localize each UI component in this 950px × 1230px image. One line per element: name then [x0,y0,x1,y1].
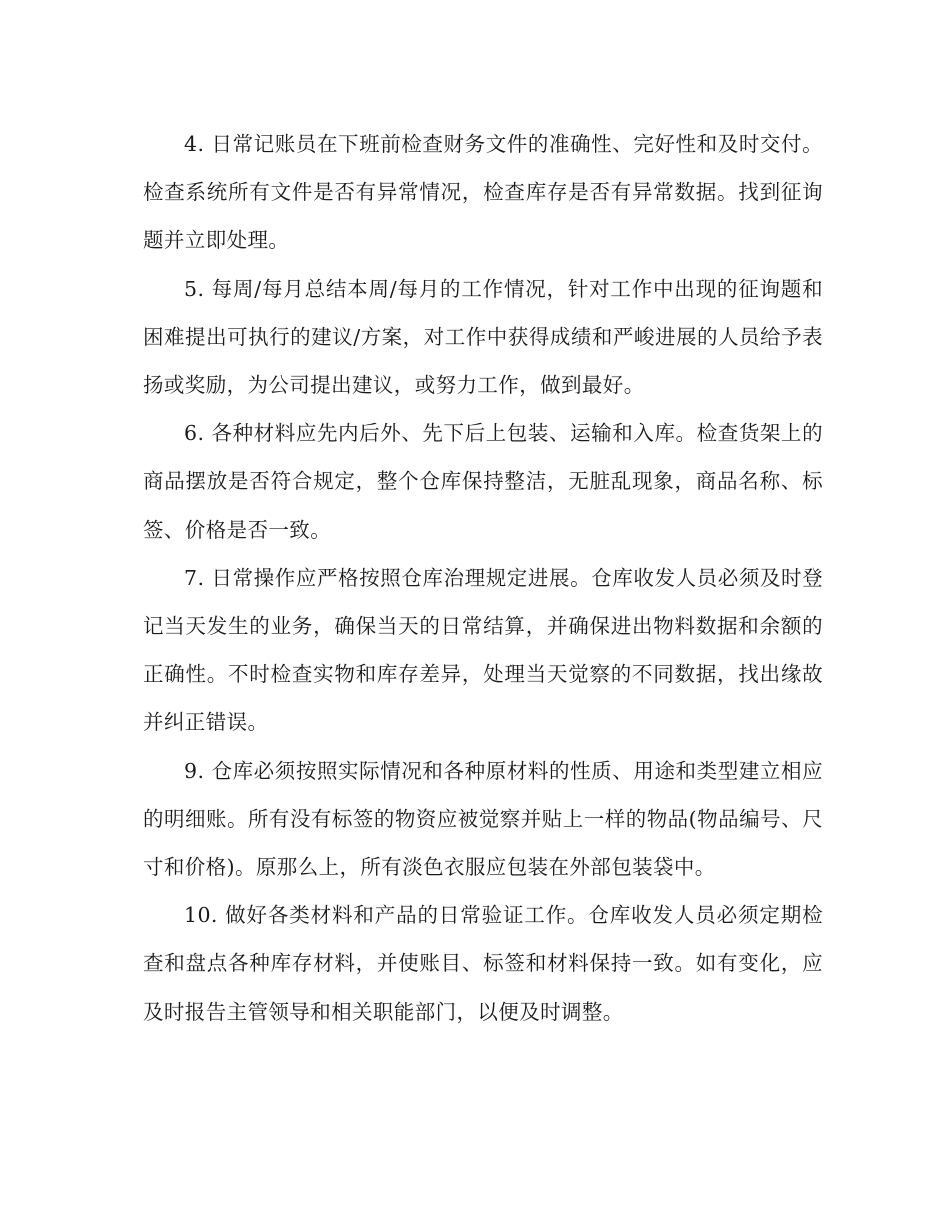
paragraph-item-10: 10. 做好各类材料和产品的日常验证工作。仓库收发人员必须定期检查和盘点各种库存材料，并使账目、标签和材料保持一致。如有变化，应及时报告主管领导和相关职能部门，以便及时调整。 [143,903,823,1024]
paragraph-item-5: 5. 每周/每月总结本周/每月的工作情况，针对工作中出现的征询题和困难提出可执行的建议/方案，对工作中获得成绩和严峻进展的人员给予表扬或奖励，为公司提出建议，或努力工作，做到最好。 [143,276,823,398]
paragraph-item-9: 9. 仓库必须按照实际情况和各种原材料的性质、用途和类型建立相应的明细账。所有没有标签的物资应被觉察并贴上一样的物品(物品编号、尺寸和价格)。原那么上，所有淡色衣服应包装在外部包装袋中。 [143,758,823,880]
paragraph-item-7: 7. 日常操作应严格按照仓库治理规定进展。仓库收发人员必须及时登记当天发生的业务，确保当天的日常结算，并确保进出物料数据和余额的正确性。不时检查实物和库存差异，处理当天觉察的不同数据，找出缘故并纠正错误。 [143,565,823,735]
paragraph-item-4: 4. 日常记账员在下班前检查财务文件的准确性、完好性和及时交付。检查系统所有文件是否有异常情况，检查库存是否有异常数据。找到征询题并立即处理。 [143,132,823,253]
document-body [143,120,823,1036]
paragraph-item-6: 6. 各种材料应先内后外、先下后上包装、运输和入库。检查货架上的商品摆放是否符合规定，整个仓库保持整洁，无脏乱现象，商品名称、标签、价格是否一致。 [143,421,823,542]
